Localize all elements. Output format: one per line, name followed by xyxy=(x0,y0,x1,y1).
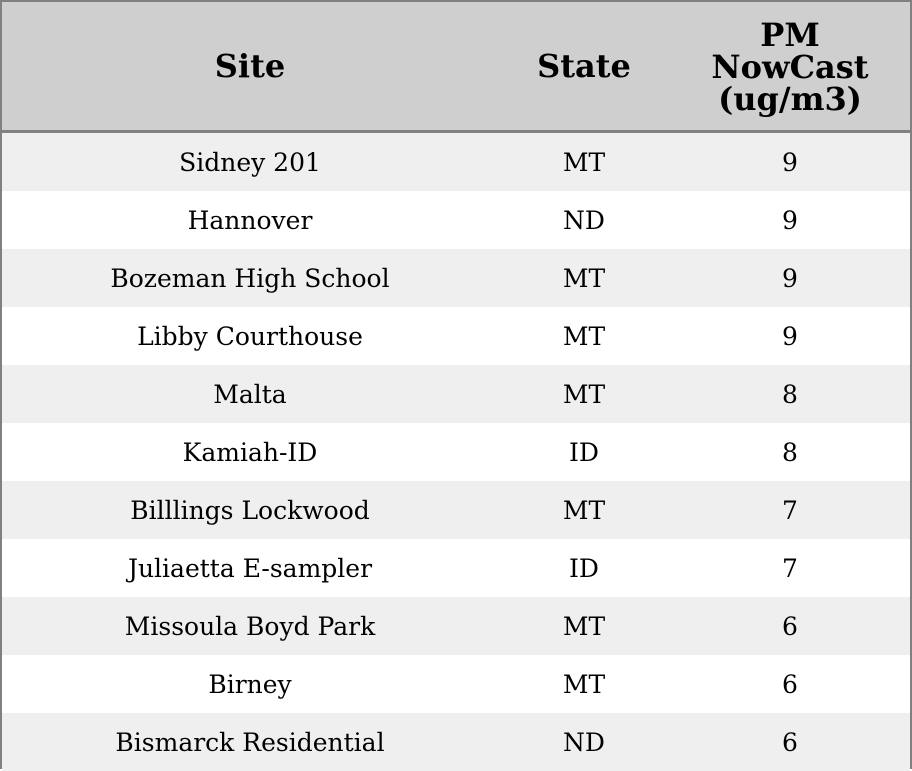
table-row xyxy=(2,597,910,655)
state-cell: MT xyxy=(498,132,670,192)
site-cell: Bozeman High School xyxy=(2,249,498,307)
site-cell: Missoula Boyd Park xyxy=(2,597,498,655)
table-row xyxy=(2,481,910,539)
table-row xyxy=(2,191,910,249)
site-cell: Bismarck Residential xyxy=(2,713,498,771)
table-row xyxy=(2,132,910,192)
state-cell: ID xyxy=(498,423,670,481)
state-cell: MT xyxy=(498,365,670,423)
table-row xyxy=(2,423,910,481)
pm-value-cell: 6 xyxy=(670,655,910,713)
site-cell: Juliaetta E-sampler xyxy=(2,539,498,597)
site-cell: Sidney 201 xyxy=(2,132,498,192)
header-line: PM xyxy=(670,19,910,51)
site-cell: Malta xyxy=(2,365,498,423)
pm-nowcast-table xyxy=(2,2,910,771)
column-header-pm-nowcast xyxy=(670,2,910,132)
pm-value-cell: 9 xyxy=(670,307,910,365)
pm-value-cell: 9 xyxy=(670,191,910,249)
site-cell: Birney xyxy=(2,655,498,713)
pm-value-cell: 9 xyxy=(670,249,910,307)
column-header-state: State xyxy=(498,2,670,132)
table-row xyxy=(2,249,910,307)
state-cell: MT xyxy=(498,597,670,655)
table-body xyxy=(2,132,910,771)
pm-value-cell: 9 xyxy=(670,132,910,192)
pm-value-cell: 7 xyxy=(670,481,910,539)
site-cell: Hannover xyxy=(2,191,498,249)
column-header-site: Site xyxy=(2,2,498,132)
table-row xyxy=(2,539,910,597)
site-cell: Kamiah-ID xyxy=(2,423,498,481)
header-line: (ug/m3) xyxy=(670,83,910,115)
pm-value-cell: 6 xyxy=(670,713,910,771)
site-cell: Libby Courthouse xyxy=(2,307,498,365)
state-cell: MT xyxy=(498,307,670,365)
table-row xyxy=(2,365,910,423)
table-row xyxy=(2,713,910,771)
pm-value-cell: 8 xyxy=(670,423,910,481)
table-row xyxy=(2,655,910,713)
pm-value-cell: 7 xyxy=(670,539,910,597)
state-cell: ID xyxy=(498,539,670,597)
pm-value-cell: 6 xyxy=(670,597,910,655)
state-cell: MT xyxy=(498,249,670,307)
site-cell: Billlings Lockwood xyxy=(2,481,498,539)
table-row xyxy=(2,307,910,365)
state-cell: ND xyxy=(498,713,670,771)
state-cell: ND xyxy=(498,191,670,249)
header-line: NowCast xyxy=(670,51,910,83)
state-cell: MT xyxy=(498,655,670,713)
header-row xyxy=(2,2,910,132)
pm-value-cell: 8 xyxy=(670,365,910,423)
state-cell: MT xyxy=(498,481,670,539)
